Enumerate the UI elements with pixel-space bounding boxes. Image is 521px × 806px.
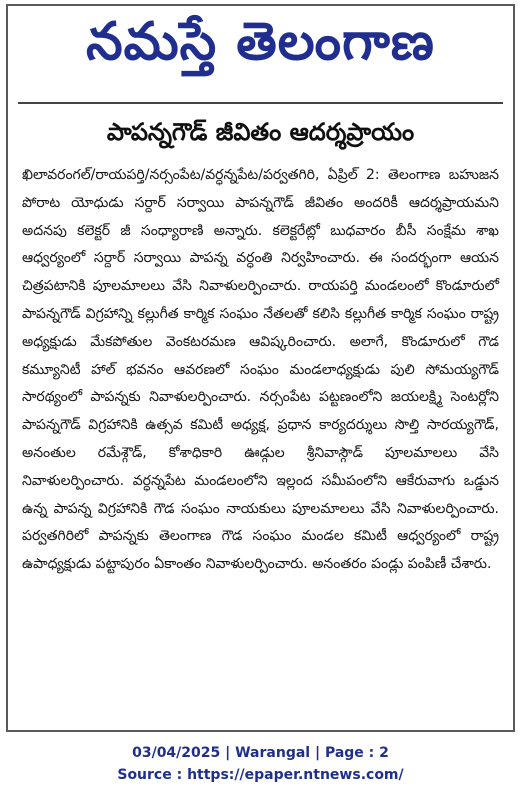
article-headline: పాపన్నగౌడ్ జీవితం ఆదర్శప్రాయం — [106, 118, 415, 146]
newspaper-masthead: నమస్తే తెలంగాణ — [86, 11, 435, 72]
article-body: ఖిలావరంగల్/రాయపర్తి/నర్సంపేట/వర్ధన్నపేట/పర్వతగిరి, ఏప్రిల్ 2: తెలంగాణ బహుజన పోరాట యోధుడు సర్దార్ సర్వాయి పాపన్నగౌడ్ జీవితం అందరికీ ఆదర్శప్రాయమని అదనపు కలెక్టర్ జీ సంధ్యారాణి అన్నారు. కలెక్టరేట్లో బుధవారం బీసీ సంక్షేమ శాఖ ఆధ్వర్యంలో సర్దార్ సర్వాయి పాపన్న వర్ధంతి నిర్వహించారు. ఈ సందర్భంగా ఆయన చిత్రపటానికి పూలమాలలు వేసి నివాళులర్పించారు. రాయపర్తి మండలంలో కొండూరులో పాపన్నగౌడ్ విగ్రహాన్ని కల్లుగీత కార్మిక సంఘం నేతలతో కలిసి కల్లుగీత కార్మిక సంఘం రాష్ట్ర అధ్యక్షుడు మేకపోతుల వెంకటరమణ ఆవిష్కరించారు. అలాగే, కొండూరులో గౌడ కమ్యూనిటీ హాల్ భవనం ఆవరణలో సంఘం మండలాధ్యక్షుడు పులి సోమయ్యగౌడ్ సారథ్యంలో పాపన్నకు నివాళులర్పించారు. నర్సంపేట పట్టణంలోని జయలక్ష్మి సెంటర్లోని పాపన్నగౌడ్ విగ్రహానికి ఉత్సవ కమిటీ అధ్యక్ష, ప్రధాన కార్యదర్శులు సొల్తి సారయ్యగౌడ్, అనంతుల రమేశ్గౌడ్, కోశాధికారి ఊడ్గుల శ్రీనివాస్గౌడ్ పూలమాలలు వేసి నివాళులర్పించారు. వర్ధన్నపేట మండలంలోని ఇల్లంద సమీపంలోని ఆకేరువాగు ఒడ్డున ఉన్న పాపన్న విగ్రహానికి గౌడ సంఘం నాయకులు పూలమాలలు వేసి నివాళులర్పించారు. పర్వతగిరిలో పాపన్నకు తెలంగాణ గౌడ సంఘం మండల కమిటీ ఆధ్వర్యంలో రాష్ట్ర ఉపాధ్యక్షుడు పట్టాపురం ఏకాంతం నివాళులర్పించారు. అనంతరం పండ్లు పంపిణీ చేశారు. — [22, 167, 499, 573]
newspaper-clipping — [6, 4, 515, 732]
clipping-source: Source : https://epaper.ntnews.com/ — [117, 767, 404, 783]
clipping-date-edition-page: 03/04/2025 | Warangal | Page : 2 — [132, 745, 389, 761]
